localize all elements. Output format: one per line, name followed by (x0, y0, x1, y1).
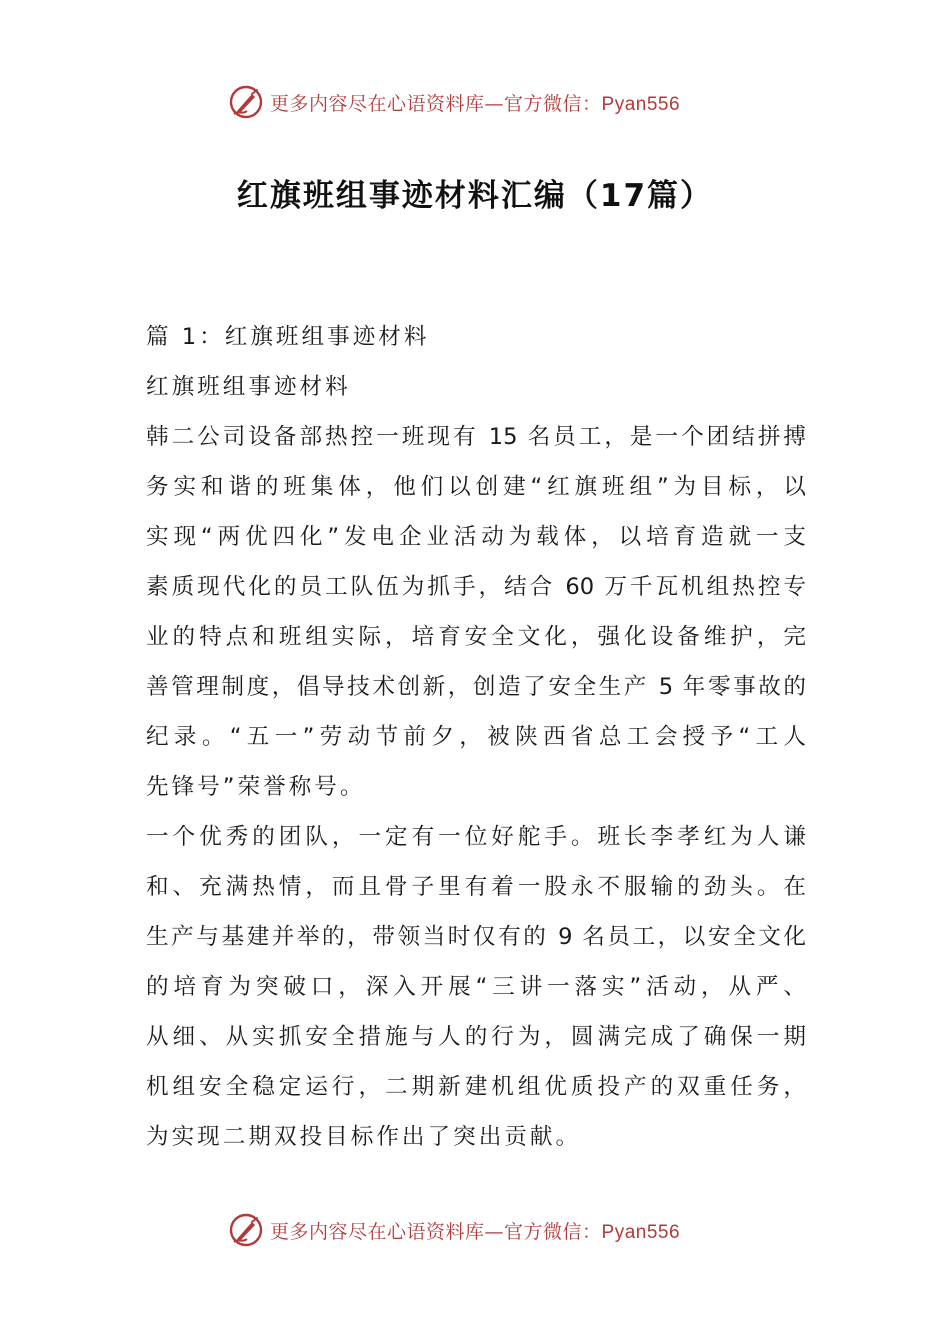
section-heading: 篇 1：红旗班组事迹材料 (146, 324, 430, 350)
header-banner-text: 更多内容尽在心语资料库—官方微信：Pyan556 (270, 92, 681, 115)
footer-banner-text: 更多内容尽在心语资料库—官方微信：Pyan556 (270, 1220, 681, 1243)
footer-banner (228, 1210, 680, 1250)
paragraph-line: 为实现二期双投目标作出了突出贡献。 (146, 1124, 582, 1150)
paragraph-line: 务实和谐的班集体，他们以创建“红旗班组”为目标，以 (146, 474, 806, 500)
paragraph-line: 纪录。“五一”劳动节前夕，被陕西省总工会授予“工人 (146, 724, 806, 750)
paragraph-line: 韩二公司设备部热控一班现有 15 名员工，是一个团结拼搏 (146, 424, 806, 450)
paragraph-line: 和、充满热情，而且骨子里有着一股永不服输的劲头。在 (146, 874, 806, 900)
document-title: 红旗班组事迹材料汇编（17篇） (236, 178, 714, 214)
paragraph-line: 业的特点和班组实际，培育安全文化，强化设备维护，完 (146, 624, 806, 650)
paragraph-line: 生产与基建并举的，带领当时仅有的 9 名员工，以安全文化 (146, 924, 806, 950)
document-body (146, 312, 806, 1162)
paragraph-line: 机组安全稳定运行，二期新建机组优质投产的双重任务， (146, 1074, 806, 1100)
paragraph-line: 实现“两优四化”发电企业活动为载体，以培育造就一支 (146, 524, 806, 550)
paragraph-line: 的培育为突破口，深入开展“三讲一落实”活动，从严、 (146, 974, 806, 1000)
wechat-id: Pyan556 (601, 1221, 681, 1243)
paragraph-line: 素质现代化的员工队伍为抓手，结合 60 万千瓦机组热控专 (146, 574, 806, 600)
paragraph-line: 善管理制度，倡导技术创新，创造了安全生产 5 年零事故的 (146, 674, 806, 700)
quill-logo-icon (228, 1212, 264, 1248)
wechat-id: Pyan556 (601, 93, 681, 115)
paragraph-line: 一个优秀的团队，一定有一位好舵手。班长李孝红为人谦 (146, 824, 806, 850)
paragraph-line: 先锋号”荣誉称号。 (146, 774, 366, 800)
quill-logo-icon (228, 84, 264, 120)
article-heading: 红旗班组事迹材料 (146, 374, 351, 400)
paragraph-line: 从细、从实抓安全措施与人的行为，圆满完成了确保一期 (146, 1024, 806, 1050)
header-banner (228, 82, 680, 122)
